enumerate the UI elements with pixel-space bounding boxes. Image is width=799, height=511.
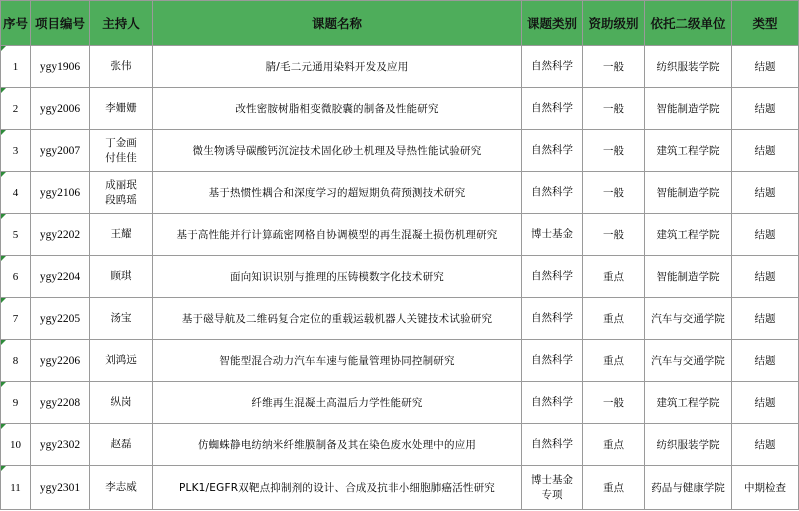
category-text: 自然科学 <box>531 270 573 282</box>
cell-category <box>522 256 583 298</box>
cell-category <box>522 130 583 172</box>
cell-no: 6 <box>1 256 31 298</box>
category-text: 自然科学 <box>531 354 573 366</box>
cell-type: 结题 <box>732 298 799 340</box>
cell-leader <box>90 88 153 130</box>
category-text: 博士基金 <box>531 473 573 486</box>
leader-name: 刘鸿远 <box>105 354 137 366</box>
cell-leader <box>90 130 153 172</box>
leader-name: 李志威 <box>105 481 137 493</box>
cell-type: 中期检查 <box>732 466 799 510</box>
cell-no: 7 <box>1 298 31 340</box>
cell-code: ygy2006 <box>31 88 90 130</box>
cell-leader <box>90 172 153 214</box>
header-title: 课题名称 <box>153 1 522 46</box>
cell-type: 结题 <box>732 424 799 466</box>
cell-level: 一般 <box>583 130 645 172</box>
cell-unit: 建筑工程学院 <box>645 382 732 424</box>
cell-category <box>522 424 583 466</box>
header-unit: 依托二级单位 <box>645 1 732 46</box>
category-text: 自然科学 <box>531 396 573 408</box>
cell-title: 仿蜘蛛静电纺纳米纤维膜制备及其在染色废水处理中的应用 <box>153 424 522 466</box>
cell-unit: 智能制造学院 <box>645 172 732 214</box>
category-text: 自然科学 <box>531 102 573 114</box>
cell-unit: 汽车与交通学院 <box>645 298 732 340</box>
cell-title: 基于热惯性耦合和深度学习的超短期负荷预测技术研究 <box>153 172 522 214</box>
table-row <box>1 214 799 256</box>
cell-no: 5 <box>1 214 31 256</box>
cell-category <box>522 214 583 256</box>
cell-level: 一般 <box>583 88 645 130</box>
leader-name: 王耀 <box>110 228 132 240</box>
cell-leader <box>90 256 153 298</box>
category-text: 自然科学 <box>531 186 573 198</box>
cell-leader <box>90 298 153 340</box>
leader-name: 丁金画 <box>105 136 137 149</box>
cell-unit: 纺织服装学院 <box>645 46 732 88</box>
cell-unit: 药品与健康学院 <box>645 466 732 510</box>
header-level: 资助级别 <box>583 1 645 46</box>
cell-no: 2 <box>1 88 31 130</box>
cell-code: ygy2302 <box>31 424 90 466</box>
table-row <box>1 382 799 424</box>
cell-leader <box>90 46 153 88</box>
leader-name: 张伟 <box>110 60 132 72</box>
header-code: 项目编号 <box>31 1 90 46</box>
cell-title: 基于高性能并行计算疏密网格自协调模型的再生混凝土损伤机理研究 <box>153 214 522 256</box>
leader-name: 顾琪 <box>110 270 132 282</box>
cell-code: ygy2208 <box>31 382 90 424</box>
cell-title: 智能型混合动力汽车车速与能量管理协同控制研究 <box>153 340 522 382</box>
cell-unit: 汽车与交通学院 <box>645 340 732 382</box>
cell-title: 面向知识识别与推理的压铸模数字化技术研究 <box>153 256 522 298</box>
cell-type: 结题 <box>732 172 799 214</box>
table-body <box>1 46 799 510</box>
cell-level: 重点 <box>583 424 645 466</box>
table-row <box>1 88 799 130</box>
header-no: 序号 <box>1 1 31 46</box>
cell-type: 结题 <box>732 340 799 382</box>
cell-no: 8 <box>1 340 31 382</box>
leader-name: 段鸥瑶 <box>105 193 137 206</box>
leader-name: 汤宝 <box>110 312 132 324</box>
cell-leader <box>90 214 153 256</box>
cell-code: ygy2106 <box>31 172 90 214</box>
leader-name: 李姗姗 <box>105 102 137 114</box>
header-leader: 主持人 <box>90 1 153 46</box>
cell-no: 11 <box>1 466 31 510</box>
category-text: 专项 <box>541 488 563 501</box>
cell-code: ygy2206 <box>31 340 90 382</box>
cell-code: ygy1906 <box>31 46 90 88</box>
category-text: 博士基金 <box>531 228 573 240</box>
cell-category <box>522 172 583 214</box>
cell-level: 重点 <box>583 256 645 298</box>
cell-level: 重点 <box>583 466 645 510</box>
cell-code: ygy2205 <box>31 298 90 340</box>
cell-type: 结题 <box>732 256 799 298</box>
table-header <box>1 1 799 46</box>
cell-type: 结题 <box>732 382 799 424</box>
cell-leader <box>90 466 153 510</box>
cell-level: 一般 <box>583 214 645 256</box>
cell-type: 结题 <box>732 130 799 172</box>
cell-category <box>522 340 583 382</box>
cell-leader <box>90 340 153 382</box>
cell-unit: 建筑工程学院 <box>645 214 732 256</box>
cell-unit: 智能制造学院 <box>645 256 732 298</box>
table-row <box>1 256 799 298</box>
category-text: 自然科学 <box>531 312 573 324</box>
cell-leader <box>90 424 153 466</box>
category-text: 自然科学 <box>531 60 573 72</box>
cell-category <box>522 298 583 340</box>
cell-title: 基于磁导航及二维码复合定位的重载运载机器人关键技术试验研究 <box>153 298 522 340</box>
cell-leader <box>90 382 153 424</box>
cell-title: 腈/毛二元通用染料开发及应用 <box>153 46 522 88</box>
cell-category <box>522 466 583 510</box>
header-type: 类型 <box>732 1 799 46</box>
cell-level: 一般 <box>583 46 645 88</box>
cell-unit: 智能制造学院 <box>645 88 732 130</box>
header-category: 课题类别 <box>522 1 583 46</box>
cell-code: ygy2202 <box>31 214 90 256</box>
cell-category <box>522 382 583 424</box>
cell-code: ygy2301 <box>31 466 90 510</box>
cell-no: 9 <box>1 382 31 424</box>
cell-level: 重点 <box>583 340 645 382</box>
cell-no: 4 <box>1 172 31 214</box>
table-row <box>1 340 799 382</box>
cell-no: 10 <box>1 424 31 466</box>
category-text: 自然科学 <box>531 144 573 156</box>
table-row <box>1 172 799 214</box>
cell-level: 一般 <box>583 382 645 424</box>
cell-type: 结题 <box>732 88 799 130</box>
table-row <box>1 130 799 172</box>
cell-code: ygy2204 <box>31 256 90 298</box>
header-row <box>1 1 799 46</box>
cell-title: 微生物诱导碳酸钙沉淀技术固化砂土机理及导热性能试验研究 <box>153 130 522 172</box>
cell-no: 1 <box>1 46 31 88</box>
cell-type: 结题 <box>732 214 799 256</box>
table-row <box>1 46 799 88</box>
cell-level: 重点 <box>583 298 645 340</box>
cell-category <box>522 46 583 88</box>
leader-name: 赵磊 <box>110 438 132 450</box>
cell-title: 纤维再生混凝土高温后力学性能研究 <box>153 382 522 424</box>
cell-type: 结题 <box>732 46 799 88</box>
table-row <box>1 298 799 340</box>
category-text: 自然科学 <box>531 438 573 450</box>
cell-code: ygy2007 <box>31 130 90 172</box>
cell-unit: 纺织服装学院 <box>645 424 732 466</box>
table-row <box>1 424 799 466</box>
cell-no: 3 <box>1 130 31 172</box>
table-row <box>1 466 799 510</box>
leader-name: 成丽珉 <box>105 178 137 191</box>
cell-unit: 建筑工程学院 <box>645 130 732 172</box>
leader-name: 纵岗 <box>110 396 132 408</box>
leader-name: 付佳佳 <box>105 151 137 164</box>
cell-title: 改性密胺树脂相变微胶囊的制备及性能研究 <box>153 88 522 130</box>
cell-title: PLK1/EGFR双靶点抑制剂的设计、合成及抗非小细胞肺癌活性研究 <box>153 466 522 510</box>
cell-level: 一般 <box>583 172 645 214</box>
cell-category <box>522 88 583 130</box>
